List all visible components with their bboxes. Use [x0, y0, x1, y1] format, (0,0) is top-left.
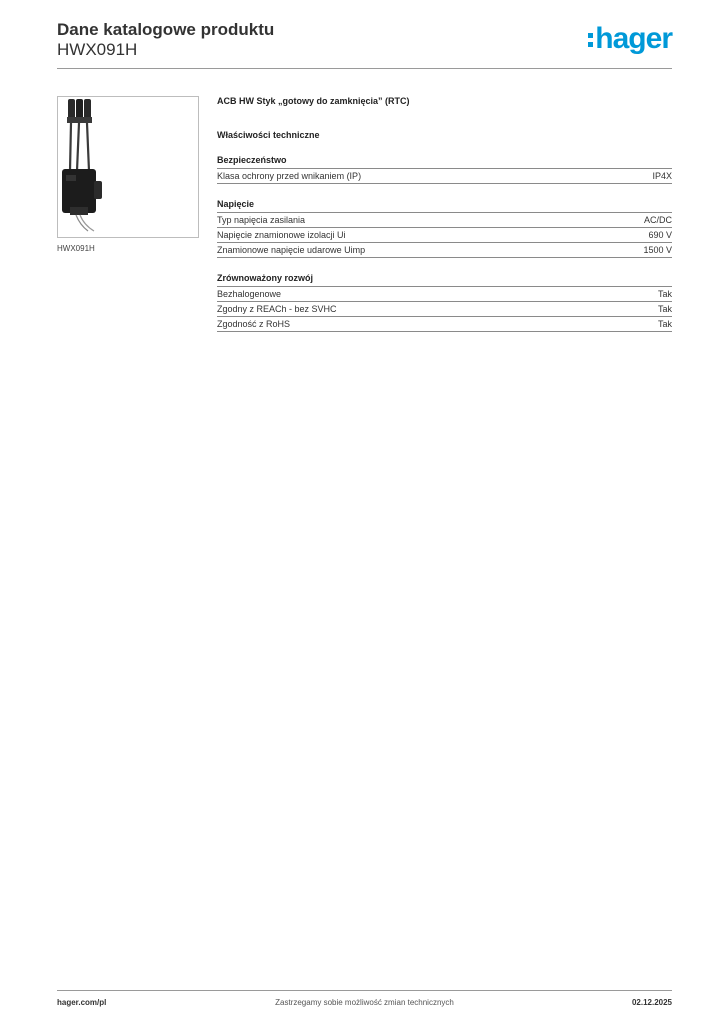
logo-dots-icon — [588, 33, 593, 47]
product-name: ACB HW Styk „gotowy do zamknięcia” (RTC) — [217, 96, 410, 106]
header-divider — [57, 68, 672, 69]
property-value: 690 V — [648, 230, 672, 240]
property-label: Zgodny z REACh - bez SVHC — [217, 304, 337, 314]
property-value: Tak — [657, 289, 672, 299]
table-row — [217, 287, 672, 302]
table-row — [217, 317, 672, 332]
property-label: Napięcie znamionowe izolacji Ui — [217, 230, 346, 240]
property-value: AC/DC — [643, 215, 672, 225]
property-label: Zgodność z RoHS — [217, 319, 291, 329]
group-title: Bezpieczeństwo — [217, 155, 672, 169]
group-title: Napięcie — [217, 199, 672, 213]
product-reference: HWX091H — [57, 40, 138, 59]
property-value: Tak — [657, 304, 672, 314]
table-row — [217, 213, 672, 228]
group-safety — [217, 155, 672, 184]
footer-website-link[interactable]: hager.com/pl — [57, 998, 107, 1007]
table-row — [217, 243, 672, 258]
table-row — [217, 169, 672, 184]
footer-disclaimer: Zastrzegamy sobie możliwość zmian technicznych — [275, 998, 454, 1007]
property-label: Klasa ochrony przed wnikaniem (IP) — [217, 171, 362, 181]
property-value: 1500 V — [643, 245, 672, 255]
hager-logo — [588, 24, 672, 54]
page-header — [57, 20, 672, 68]
property-label: Znamionowe napięcie udarowe Uimp — [217, 245, 366, 255]
product-image-caption: HWX091H — [57, 244, 95, 253]
table-row — [217, 228, 672, 243]
property-value: IP4X — [652, 171, 672, 181]
logo-text: hager — [595, 22, 672, 55]
group-sustainability — [217, 273, 672, 332]
group-title: Zrównoważony rozwój — [217, 273, 672, 287]
property-label: Typ napięcia zasilania — [217, 215, 306, 225]
footer-divider — [57, 990, 672, 991]
product-image-frame — [57, 96, 199, 238]
group-voltage — [217, 199, 672, 258]
table-row — [217, 302, 672, 317]
page-title: Dane katalogowe produktu — [57, 20, 275, 39]
product-details — [217, 96, 672, 347]
footer-date: 02.12.2025 — [631, 998, 672, 1007]
property-label: Bezhalogenowe — [217, 289, 282, 299]
technical-properties-heading: Właściwości techniczne — [217, 130, 320, 140]
acb-rtc-contact-image — [58, 97, 200, 239]
property-value: Tak — [657, 319, 672, 329]
